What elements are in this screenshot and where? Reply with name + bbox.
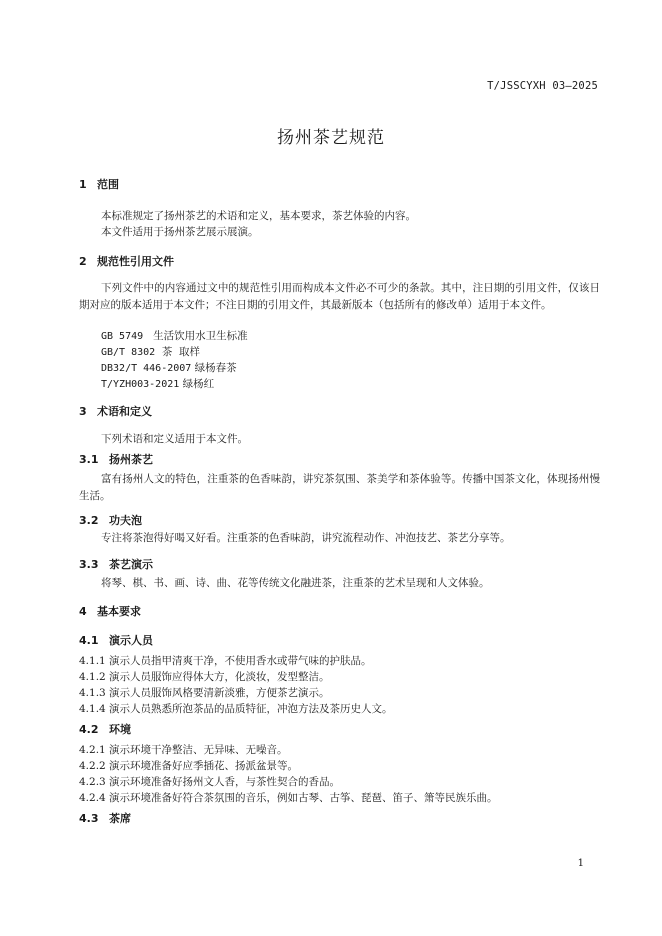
requirement-item: 4.1.1 演示人员指甲清爽干净，不使用香水或带气味的护肤品。 [79,655,372,667]
section-title: 基本要求 [97,605,141,618]
page-number: 1 [577,858,584,869]
normative-references-intro: 下列文件中的内容通过文中的规范性引用而构成本文件必不可少的条款。其中，注日期的引用文件，仅该日期对应的版本适用于本文件；不注日期的引用文件，其最新版本（包括所有的修改单）适用于本文件。 [79,282,600,311]
requirement-item: 4.2.4 演示环境准备好符合茶氛围的音乐，例如古琴、古筝、琵琶、笛子、箫等民族乐曲。 [79,792,498,804]
section-1-heading [79,176,119,192]
standard-code: T/JSSCYXH 03—2025 [487,80,598,92]
section-title: 术语和定义 [97,405,152,418]
subsection-title: 环境 [109,723,131,736]
term-title: 茶艺演示 [109,558,153,571]
term-number: 3.2 [79,514,99,527]
subsection-4-2-heading [79,721,131,737]
requirement-item: 4.1.2 演示人员服饰应得体大方，化淡妆，发型整洁。 [79,671,330,683]
reference-name: 绿杨春茶 [194,362,237,374]
term-3-1-heading [79,451,153,467]
section-number: 2 [79,255,87,268]
requirement-item: 4.2.2 演示环境准备好应季插花、扬派盆景等。 [79,760,299,772]
subsection-title: 演示人员 [109,634,153,647]
term-3-2-heading [79,512,142,528]
reference-code: GB 5749 [101,331,144,342]
term-number: 3.1 [79,453,99,466]
section-title: 范围 [97,178,119,191]
term-3-3-definition: 将琴、棋、书、画、诗、曲、花等传统文化融进茶，注重茶的艺术呈现和人文体验。 [101,577,490,589]
term-title: 扬州茶艺 [109,453,153,466]
requirement-item: 4.1.4 演示人员熟悉所泡茶品的品质特征，冲泡方法及茶历史人文。 [79,703,393,715]
reference-name: 生活饮用水卫生标准 [153,330,248,342]
document-title: 扬州茶艺规范 [277,128,385,148]
section-number: 1 [79,178,87,191]
reference-item [101,344,200,361]
subsection-number: 4.2 [79,723,99,736]
reference-item [101,376,214,393]
reference-item [101,360,237,377]
reference-code: T/YZH003-2021 [101,379,180,390]
term-3-2-definition: 专注将茶泡得好喝又好看。注重茶的色香味韵，讲究流程动作、冲泡技艺、茶艺分享等。 [101,532,511,544]
section-number: 4 [79,605,87,618]
requirement-item: 4.2.3 演示环境准备好扬州文人香，与茶性契合的香品。 [79,776,341,788]
requirement-item: 4.1.3 演示人员服饰风格要清新淡雅，方便茶艺演示。 [79,687,330,699]
section-title: 规范性引用文件 [97,255,174,268]
section-number: 3 [79,405,87,418]
section-4-heading [79,603,141,619]
term-3-3-heading [79,556,153,572]
reference-name: 绿杨红 [182,378,215,390]
reference-code: DB32/T 446-2007 [101,363,192,374]
reference-name: 茶 取样 [161,346,201,358]
subsection-4-3-heading [79,810,131,826]
term-3-1-definition: 富有扬州人文的特色，注重茶的色香味韵，讲究茶氛围、茶美学和茶体验等。传播中国茶文化，体现扬州慢生活。 [79,473,600,502]
section-3-heading [79,403,152,419]
term-number: 3.3 [79,558,99,571]
reference-code: GB/T 8302 [101,347,156,358]
reference-item [101,328,248,345]
requirement-item: 4.2.1 演示环境干净整洁、无异味、无噪音。 [79,744,288,756]
subsection-number: 4.1 [79,634,99,647]
subsection-title: 茶席 [109,812,131,825]
section-2-heading [79,253,174,269]
scope-paragraph-1: 本标准规定了扬州茶艺的术语和定义，基本要求，茶艺体验的内容。 [101,210,416,222]
subsection-4-1-heading [79,632,153,648]
term-title: 功夫泡 [109,514,142,527]
scope-paragraph-2: 本文件适用于扬州茶艺展示展演。 [101,226,259,238]
terms-intro: 下列术语和定义适用于本文件。 [101,433,248,445]
subsection-number: 4.3 [79,812,99,825]
